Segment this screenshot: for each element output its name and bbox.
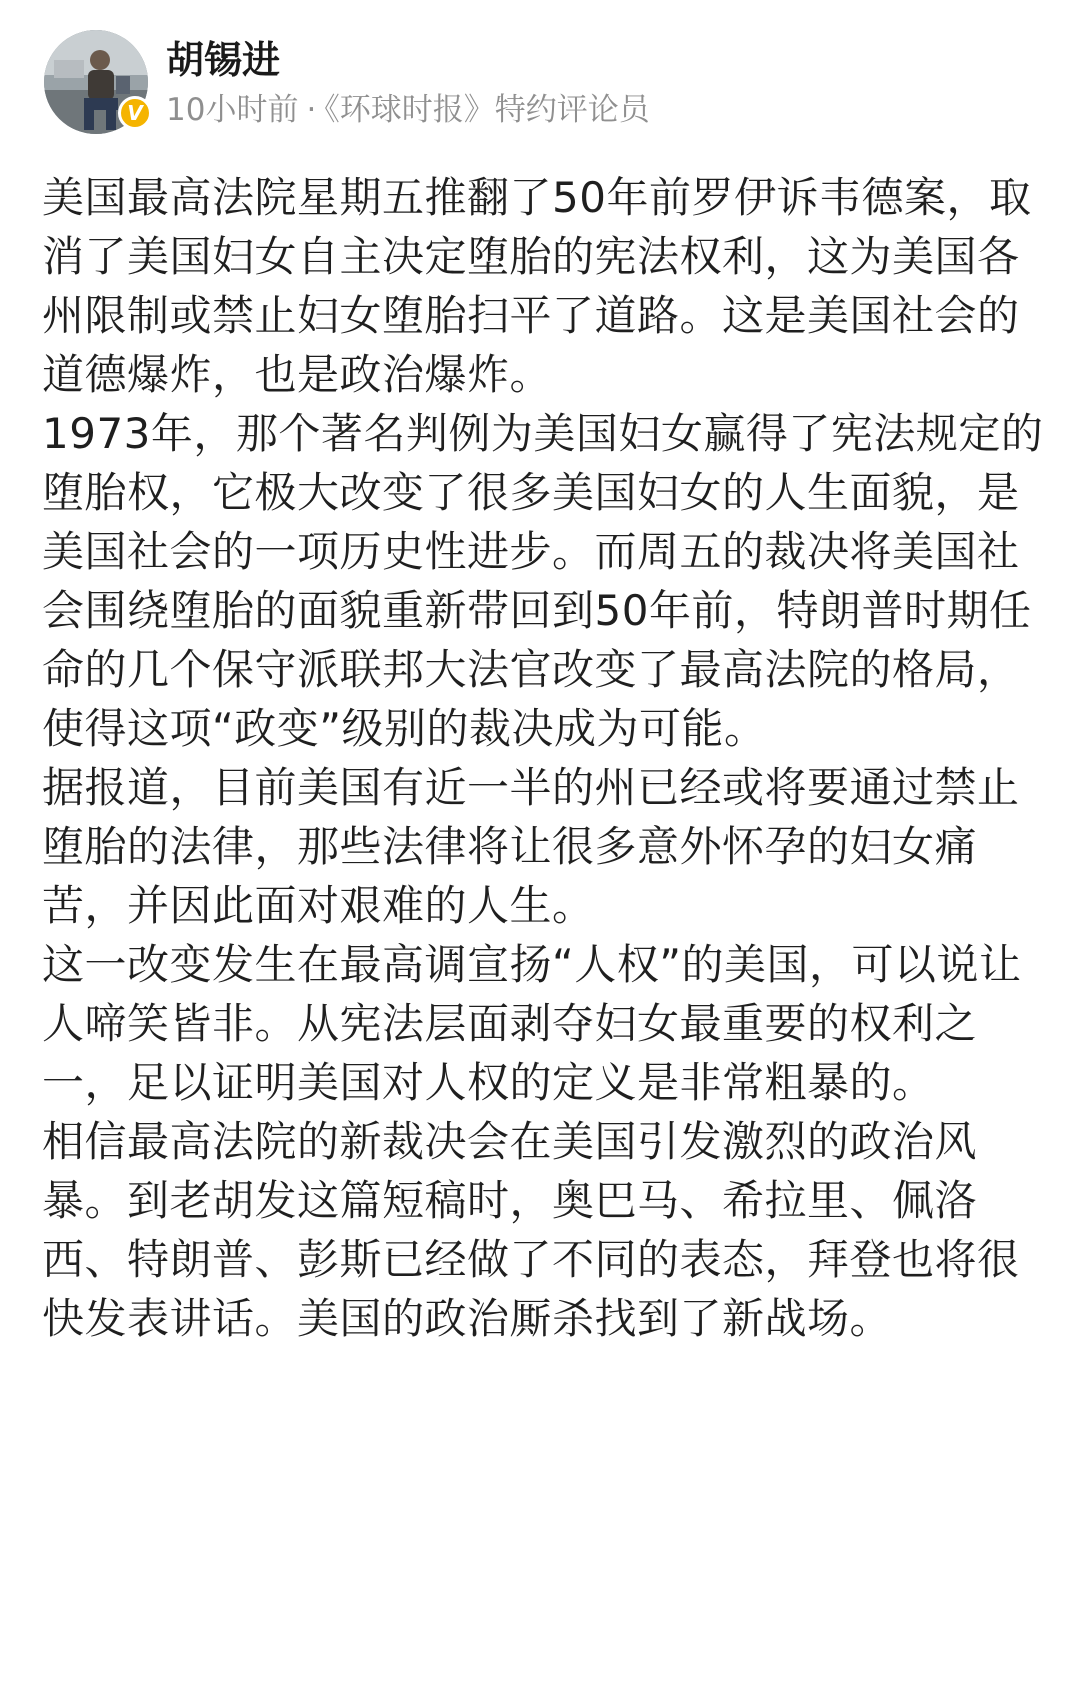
- avatar-container[interactable]: [44, 30, 148, 134]
- author-title: 《环球时报》特约评论员: [324, 92, 650, 128]
- post-header: [44, 30, 1044, 140]
- post-paragraph-4: 这一改变发生在最高调宣扬“人权”的美国，可以说让人啼笑皆非。从宪法层面剥夺妇女最重要的权利之一，足以证明美国对人权的定义是非常粗暴的。: [42, 940, 1022, 1107]
- post-time: 10小时前: [166, 92, 299, 128]
- post-paragraph-3: 据报道，目前美国有近一半的州已经或将要通过禁止堕胎的法律，那些法律将让很多意外怀孕的妇女痛苦，并因此面对艰难的人生。: [42, 763, 1020, 930]
- verified-badge-icon: V: [118, 96, 152, 130]
- post-paragraph-5: 相信最高法院的新裁决会在美国引发激烈的政治风暴。到老胡发这篇短稿时，奥巴马、希拉里、佩洛西、特朗普、彭斯已经做了不同的表态，拜登也将很快发表讲话。美国的政治厮杀找到了新战场。: [42, 1117, 1020, 1343]
- author-name[interactable]: 胡锡进: [166, 38, 281, 82]
- post-body: [42, 168, 1052, 1348]
- post-paragraph-1: 美国最高法院星期五推翻了50年前罗伊诉韦德案，取消了美国妇女自主决定堕胎的宪法权利，这为美国各州限制或禁止妇女堕胎扫平了道路。这是美国社会的道德爆炸，也是政治爆炸。: [42, 173, 1032, 399]
- post-paragraph-2: 1973年，那个著名判例为美国妇女赢得了宪法规定的堕胎权，它极大改变了很多美国妇女的人生面貌，是美国社会的一项历史性进步。而周五的裁决将美国社会围绕堕胎的面貌重新带回到50年前，特朗普时期任命的几个保守派联邦大法官改变了最高法院的格局，使得这项“政变”级别的裁决成为可能。: [42, 409, 1044, 753]
- post-meta: [166, 88, 650, 132]
- meta-separator: ·: [306, 92, 317, 128]
